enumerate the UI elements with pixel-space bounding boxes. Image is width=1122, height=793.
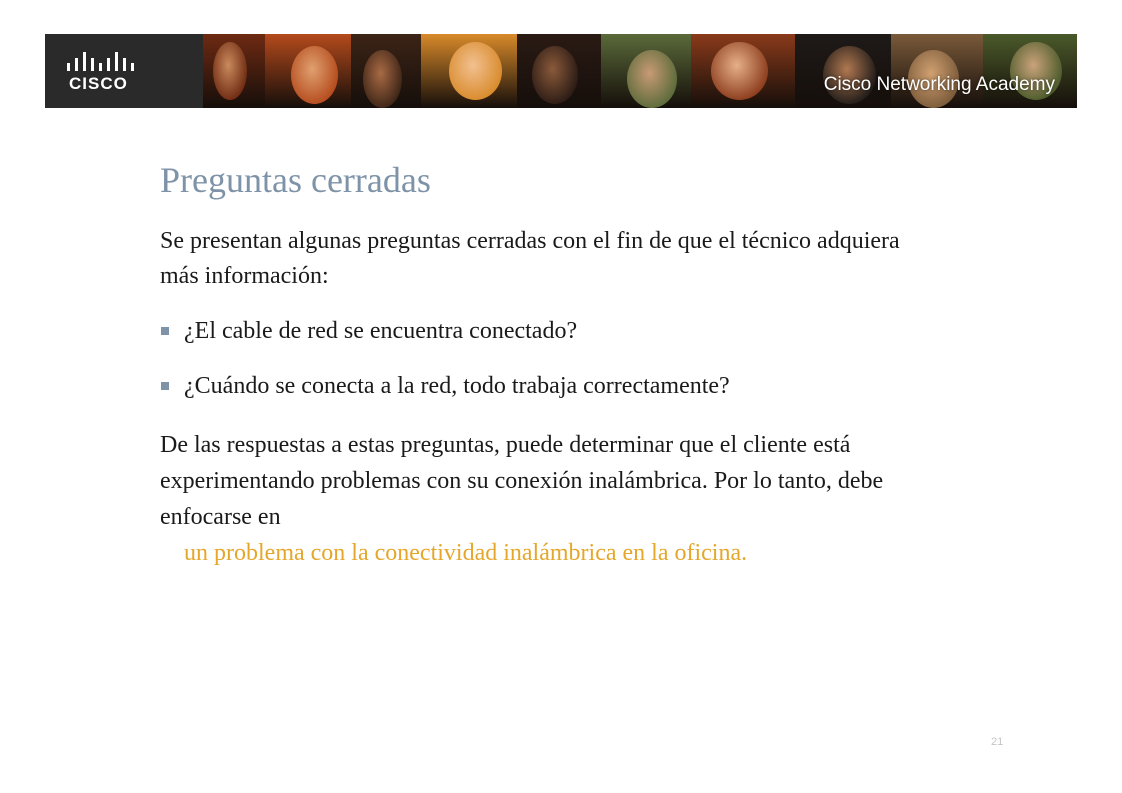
bullet-item	[160, 369, 940, 404]
academy-label: Cisco Networking Academy	[823, 74, 1055, 95]
banner-photo	[795, 34, 891, 108]
conclusion-paragraph: De las respuestas a estas preguntas, puede determinar que el cliente está experimentando problemas con su conexión inalámbrica. Por lo tanto, debe enfocarse en	[160, 432, 884, 530]
bullet-text: ¿Cuándo se conecta a la red, todo trabaja correctamente?	[184, 373, 730, 399]
portrait-face	[627, 50, 677, 108]
banner-photo	[891, 34, 983, 108]
square-bullet-icon	[160, 326, 170, 336]
banner-photo	[517, 34, 601, 108]
banner-photo	[203, 34, 265, 108]
cisco-wordmark: CISCO	[69, 74, 128, 93]
portrait-face	[291, 46, 338, 104]
banner-photo	[265, 34, 351, 108]
banner-photo	[691, 34, 795, 108]
banner-photo	[421, 34, 517, 108]
bullet-item	[160, 314, 940, 349]
portrait-face	[449, 42, 502, 100]
header-banner	[45, 34, 1077, 108]
portrait-face	[363, 50, 402, 108]
portrait-face	[213, 42, 247, 100]
banner-photo	[351, 34, 421, 108]
bullet-list	[160, 314, 940, 424]
highlighted-conclusion: un problema con la conectividad inalámbrica en la oficina.	[184, 540, 748, 566]
cisco-logo	[45, 34, 203, 108]
portrait-face	[711, 42, 768, 100]
cisco-bridge-logo-icon	[65, 52, 143, 74]
banner-photo	[983, 34, 1077, 108]
bullet-text: ¿El cable de red se encuentra conectado?	[184, 318, 578, 344]
banner-photo	[601, 34, 691, 108]
banner-photo-strip	[203, 34, 1077, 108]
intro-paragraph: Se presentan algunas preguntas cerradas con el fin de que el técnico adquiera más información:	[160, 228, 900, 289]
slide-title: Preguntas cerradas	[160, 160, 431, 200]
page-number: 21	[991, 736, 1004, 748]
square-bullet-icon	[160, 381, 170, 391]
portrait-face	[532, 46, 578, 104]
